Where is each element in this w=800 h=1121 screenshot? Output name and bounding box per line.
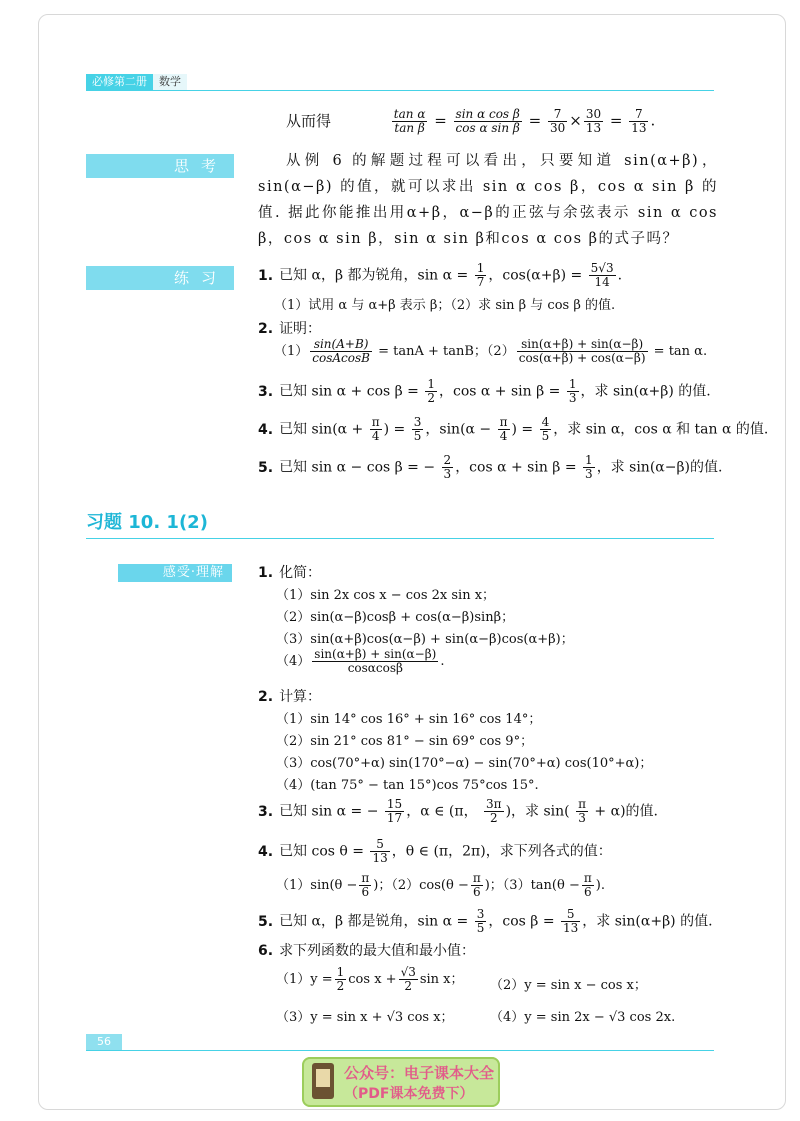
practice-item-1-sub: （1）试用 α 与 α+β 表示 β；（2）求 sin β 与 cos β 的值. — [274, 298, 616, 313]
exercise-q6-1: （1）y = $\frac{1}{2}$ cos x + $\frac{√3}{2}$ sin x； — [276, 965, 464, 993]
exercise-q6-2: （2）y = sin x − cos x； — [490, 978, 647, 993]
subject-tag: 数学 — [153, 74, 187, 90]
exercise-q2-3: （3）cos(70°+α) sin(170°−α) − sin(70°+α) cos(10°+α)； — [276, 756, 653, 771]
exercise-side-label: 感受·理解 — [118, 564, 232, 582]
practice-item-4: 4. 已知 sin(α + $\frac{\pi}{4}$ ) = $\frac{3}{5}$ ，sin(α − $\frac{\pi}{4}$ ) = $\frac{4}{5}$ ，求 sin α，cos α 和 tan α 的值. — [258, 415, 769, 443]
header-rule — [86, 90, 714, 91]
derivation-line: 从而得 $\frac{\text{tan α}}{\text{tan β}}$ = $\frac{\text{sin α cos β}}{\text{cos α sin β}}$ = $\frac{7}{30}$ × $\frac{30}{13}$ = $\frac{7}{13}$ . — [286, 107, 656, 135]
exercise-q1-4: （4） $\frac{\sin(\alpha+\beta) + \sin(\alpha-\beta)}{\cos\alpha\cos\beta}$ . — [276, 647, 445, 675]
exercise-q5: 5. 已知 α，β 都是锐角，sin α = $\frac{3}{5}$ ，cos β = $\frac{5}{13}$ ，求 sin(α+β) 的值. — [258, 907, 713, 935]
exercise-q1-3: （3）sin(α+β)cos(α−β) + sin(α−β)cos(α+β)； — [276, 632, 574, 647]
practice-label: 练习 — [86, 266, 234, 290]
exercise-q6-4: （4）y = sin 2x − √3 cos 2x. — [490, 1010, 676, 1025]
section-rule — [86, 538, 714, 539]
think-label: 思考 — [86, 154, 234, 178]
exercise-q1-2: （2）sin(α−β)cosβ + cos(α−β)sinβ； — [276, 610, 515, 625]
exercise-section-title: 习题 10. 1(2) — [86, 512, 208, 533]
page-number: 56 — [86, 1034, 122, 1050]
footer-rule — [86, 1050, 714, 1051]
exercise-q4-parts: （1）sin(θ − $\frac{\pi}{6}$ )；（2）cos(θ − $\frac{\pi}{6}$ )；（3）tan(θ − $\frac{\pi}{6}$ ). — [276, 871, 605, 899]
derivation-label: 从而得 — [286, 111, 332, 130]
watermark-line-2: （PDF课本免费下） — [344, 1086, 474, 1102]
practice-item-2-sub: （1） $\frac{\sin(A+B)}{\text{cosAcosB}}$ = tanA + tanB；（2） $\frac{\sin(\alpha+\beta) + \sin(\alpha-\beta)}{\cos(\alpha+\beta) + \cos(\alpha-\beta)}$ = tan α. — [274, 337, 708, 365]
exercise-q1: 1. 化简： — [258, 565, 322, 581]
exercise-q2-2: （2）sin 21° cos 81° − sin 69° cos 9°； — [276, 734, 534, 749]
book-tag: 必修第二册 — [86, 74, 153, 90]
exercise-q2: 2. 计算： — [258, 689, 322, 705]
book-icon — [312, 1063, 334, 1099]
practice-item-5: 5. 已知 sin α − cos β = − $\frac{2}{3}$ ，cos α + sin β = $\frac{1}{3}$ ，求 sin(α−β)的值. — [258, 453, 723, 481]
practice-item-1: 1. 已知 α，β 都为锐角，sin α = $\frac{1}{7}$ ，cos(α+β) = $\frac{5√3}{14}$ . — [258, 261, 623, 289]
running-header — [86, 74, 187, 90]
exercise-q6: 6. 求下列函数的最大值和最小值： — [258, 943, 476, 959]
exercise-q2-4: （4）(tan 75° − tan 15°)cos 75°cos 15°. — [276, 778, 539, 793]
watermark-banner — [302, 1057, 500, 1107]
exercise-q1-1: （1）sin 2x cos x − cos 2x sin x； — [276, 588, 496, 603]
practice-item-2: 2. 证明： — [258, 321, 322, 337]
exercise-q6-3: （3）y = sin x + √3 cos x； — [276, 1010, 454, 1025]
practice-item-3: 3. 已知 sin α + cos β = $\frac{1}{2}$ ，cos α + sin β = $\frac{1}{3}$ ，求 sin(α+β) 的值. — [258, 377, 711, 405]
watermark-line-1: 公众号：电子课本大全 — [344, 1064, 495, 1082]
exercise-q2-1: （1）sin 14° cos 16° + sin 16° cos 14°； — [276, 712, 542, 727]
think-text: 从例 6 的解题过程可以看出，只要知道 sin(α+β)，sin(α−β) 的值，就可以求出 sin α cos β，cos α sin β 的值. 据此你能推出用α+β，α−β的正弦与余弦表示 sin α cos β，cos α sin β，sin α sin β和cos α cos β的式子吗？ — [258, 153, 718, 247]
exercise-q3: 3. 已知 sin α = − $\frac{15}{17}$ ，α ∈ (π， $\frac{3\pi}{2}$ )，求 sin( $\frac{\pi}{3}$ + α)的值. — [258, 797, 658, 825]
exercise-q4: 4. 已知 cos θ = $\frac{5}{13}$ ，θ ∈ (π，2π)，求下列各式的值： — [258, 837, 612, 865]
